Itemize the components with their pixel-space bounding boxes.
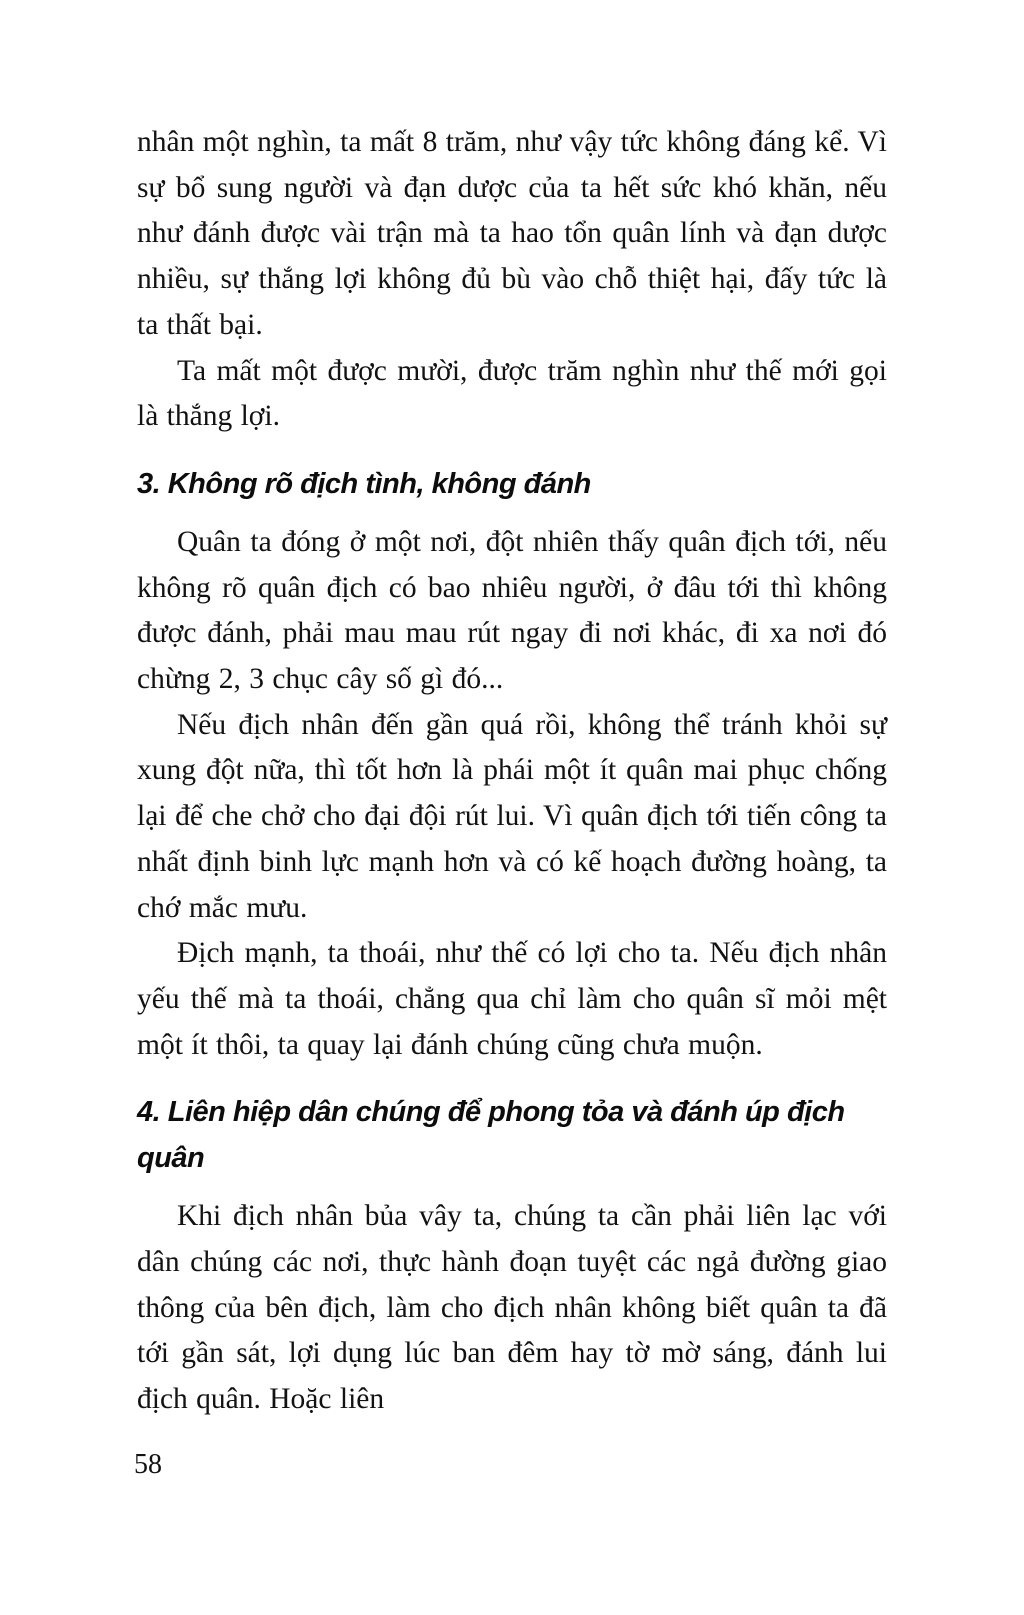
book-page-text-block (137, 120, 887, 1423)
paragraph: Địch mạnh, ta thoái, như thế có lợi cho ta. Nếu địch nhân yếu thế mà ta thoái, chẳng qua chỉ làm cho quân sĩ mỏi mệt một ít thôi, ta quay lại đánh chúng cũng chưa muộn. (137, 937, 887, 1061)
section-heading-4: 4. Liên hiệp dân chúng để phong tỏa và đánh úp địch quân (137, 1096, 845, 1175)
section-heading-3: 3. Không rõ địch tình, không đánh (137, 467, 591, 500)
paragraph: Nếu địch nhân đến gần quá rồi, không thể tránh khỏi sự xung đột nữa, thì tốt hơn là phái một ít quân mai phục chống lại để che chở cho đại đội rút lui. Vì quân địch tới tiến công ta nhất định binh lực mạnh hơn và có kế hoạch đường hoàng, ta chớ mắc mưu. (137, 708, 887, 924)
paragraph: Ta mất một được mười, được trăm nghìn như thế mới gọi là thắng lợi. (137, 354, 887, 433)
paragraph: Quân ta đóng ở một nơi, đột nhiên thấy quân địch tới, nếu không rõ quân địch có bao nhiêu người, ở đâu tới thì không được đánh, phải mau mau rút ngay đi nơi khác, đi xa nơi đó chừng 2, 3 chục cây số gì đó... (137, 525, 887, 696)
paragraph: Khi địch nhân bủa vây ta, chúng ta cần phải liên lạc với dân chúng các nơi, thực hành đoạn tuyệt các ngả đường giao thông của bên địch, làm cho địch nhân không biết quân ta đã tới gần sát, lợi dụng lúc ban đêm hay tờ mờ sáng, đánh lui địch quân. Hoặc liên (137, 1200, 887, 1416)
paragraph-continuation: nhân một nghìn, ta mất 8 trăm, như vậy tức không đáng kể. Vì sự bổ sung người và đạn dược của ta hết sức khó khăn, nếu như đánh được vài trận mà ta hao tổn quân lính và đạn dược nhiều, sự thắng lợi không đủ bù vào chỗ thiệt hại, đấy tức là ta thất bại. (137, 126, 887, 341)
page-number: 58 (134, 1449, 162, 1480)
